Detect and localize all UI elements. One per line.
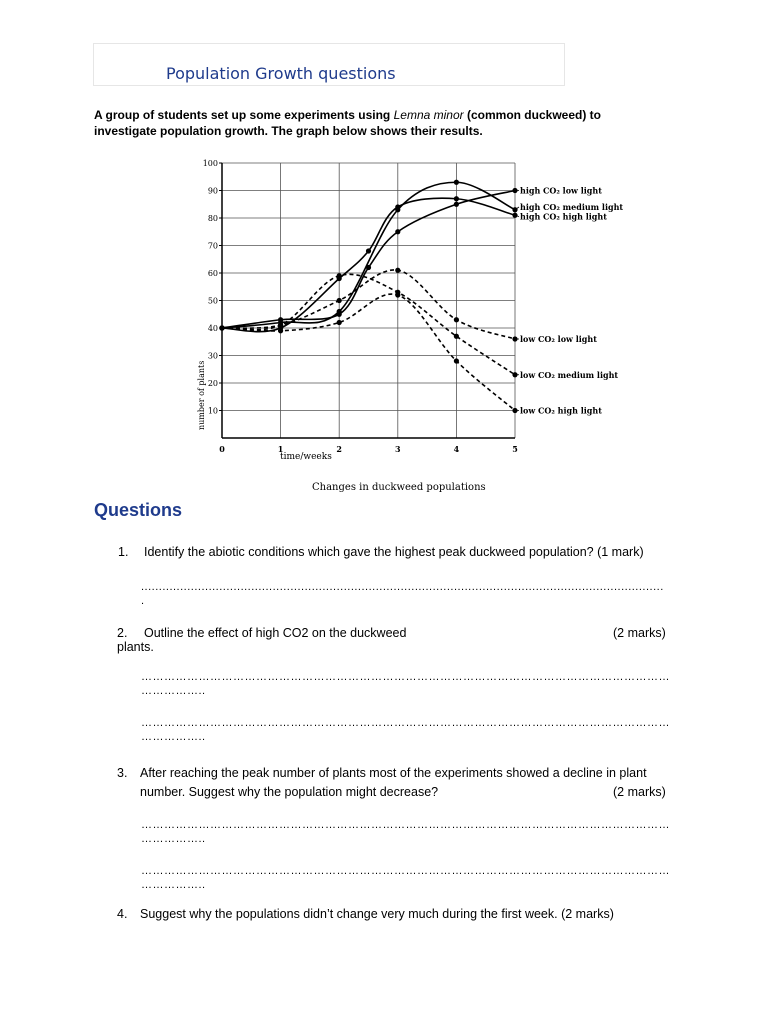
question-2-line2: plants.	[117, 640, 154, 654]
series-4-label: low CO₂ low light	[520, 334, 597, 344]
question-1-text: Identify the abiotic conditions which gave the highest peak duckweed population? (1 mark)	[144, 545, 644, 559]
x-tick-label: 1	[277, 444, 284, 454]
series-4-point	[454, 317, 459, 322]
series-5-label: low CO₂ medium light	[520, 369, 619, 380]
answer-line-3a[interactable]	[141, 818, 671, 846]
series-1-line	[222, 191, 515, 329]
series-6-point	[337, 320, 342, 325]
chart-points	[219, 180, 517, 413]
answer-line-1-tail: .	[141, 595, 145, 607]
answer-line-2b[interactable]	[141, 716, 671, 744]
answer-line-3b[interactable]	[141, 864, 671, 892]
question-3-line2: number. Suggest why the population might decrease?	[140, 785, 439, 799]
answer-line-1-dots: ...................................................................................................................................................	[141, 581, 664, 593]
x-tick-label: 4	[453, 444, 460, 454]
y-tick-label: 30	[207, 351, 218, 361]
series-6-line	[222, 294, 515, 410]
question-3	[117, 765, 677, 805]
answer-line-3a-tail: ……………..	[141, 833, 206, 845]
y-tick-label: 40	[207, 324, 218, 333]
question-2	[117, 625, 677, 657]
y-tick-label: 20	[207, 379, 218, 388]
series-6-point	[454, 358, 459, 363]
series-2-line	[222, 182, 515, 328]
series-3-label: high CO₂ high light	[520, 211, 607, 222]
questions-heading: Questions	[94, 500, 183, 520]
answer-line-3b-tail: ……………..	[141, 879, 206, 891]
answer-line-2a-tail: ……………..	[141, 685, 206, 697]
series-1-point	[395, 229, 400, 234]
answer-line-3a-dots: …………………………………………………………………………………………………………………………	[141, 819, 670, 831]
y-tick-label: 60	[207, 269, 218, 278]
y-tick-label: 100	[202, 159, 218, 168]
series-4-point	[337, 298, 342, 303]
series-5-point	[337, 273, 342, 278]
question-2-number: 2.	[117, 626, 128, 640]
chart-title: Changes in duckweed populations	[312, 482, 486, 493]
y-tick-label: 50	[207, 296, 218, 306]
x-tick-label: 5	[512, 444, 518, 454]
chart-grid	[222, 163, 515, 438]
y-tick-label: 10	[207, 406, 218, 416]
intro-species: Lemna minor	[393, 108, 464, 122]
series-6-point	[219, 325, 224, 330]
series-1-label: high CO₂ low light	[520, 185, 602, 196]
series-6-point	[395, 292, 400, 297]
series-6-point	[278, 328, 283, 333]
question-1-number: 1.	[118, 545, 129, 559]
chart-ylabel: number of plants	[197, 360, 206, 430]
chart-ticks	[203, 159, 518, 454]
chart-xlabel: time/weeks	[280, 452, 332, 462]
x-tick-label: 3	[395, 444, 401, 454]
question-2-text: Outline the effect of high CO2 on the duckweed	[144, 626, 407, 640]
series-3-point	[395, 204, 400, 209]
intro-paragraph	[94, 107, 654, 139]
y-tick-label: 90	[207, 186, 218, 196]
intro-text-before: A group of students set up some experiments using	[94, 108, 394, 122]
question-3-number: 3.	[117, 766, 128, 780]
question-4-number: 4.	[117, 907, 128, 921]
question-3-text: After reaching the peak number of plants most of the experiments showed a decline in plant	[140, 766, 647, 780]
page-title: Population Growth questions	[166, 64, 396, 83]
series-3-point	[454, 196, 459, 201]
question-2-marks: (2 marks)	[613, 626, 666, 640]
x-tick-label: 0	[219, 444, 225, 454]
series-2-label: high CO₂ medium light	[520, 202, 624, 212]
series-2-point	[454, 180, 459, 185]
series-5-point	[278, 323, 283, 328]
answer-line-2b-dots: …………………………………………………………………………………………………………………………	[141, 717, 670, 729]
series-3-point	[366, 248, 371, 253]
intro-line2: investigate population growth. The graph below shows their results.	[94, 124, 483, 138]
answer-line-1[interactable]	[141, 580, 671, 608]
question-4-text: Suggest why the populations didn’t change very much during the first week. (2 marks)	[140, 907, 614, 921]
question-3-marks: (2 marks)	[613, 785, 666, 799]
title-box	[93, 43, 565, 86]
chart-series-labels	[515, 186, 623, 416]
answer-line-2a-dots: …………………………………………………………………………………………………………………………	[141, 671, 670, 683]
y-tick-label: 80	[207, 214, 218, 223]
intro-text-middle: (common duckweed) to	[463, 108, 601, 122]
series-1-point	[454, 202, 459, 207]
series-1-point	[366, 265, 371, 270]
x-tick-label: 2	[336, 444, 342, 454]
answer-line-2b-tail: ……………..	[141, 731, 206, 743]
series-6-label: low CO₂ high light	[520, 405, 602, 416]
chart-lines	[222, 182, 515, 410]
series-4-point	[395, 268, 400, 273]
series-5-point	[454, 334, 459, 339]
duckweed-chart	[165, 155, 635, 495]
series-2-point	[337, 309, 342, 314]
y-tick-label: 70	[207, 241, 218, 251]
answer-line-3b-dots: …………………………………………………………………………………………………………………………	[141, 865, 670, 877]
answer-line-2a[interactable]	[141, 670, 671, 698]
